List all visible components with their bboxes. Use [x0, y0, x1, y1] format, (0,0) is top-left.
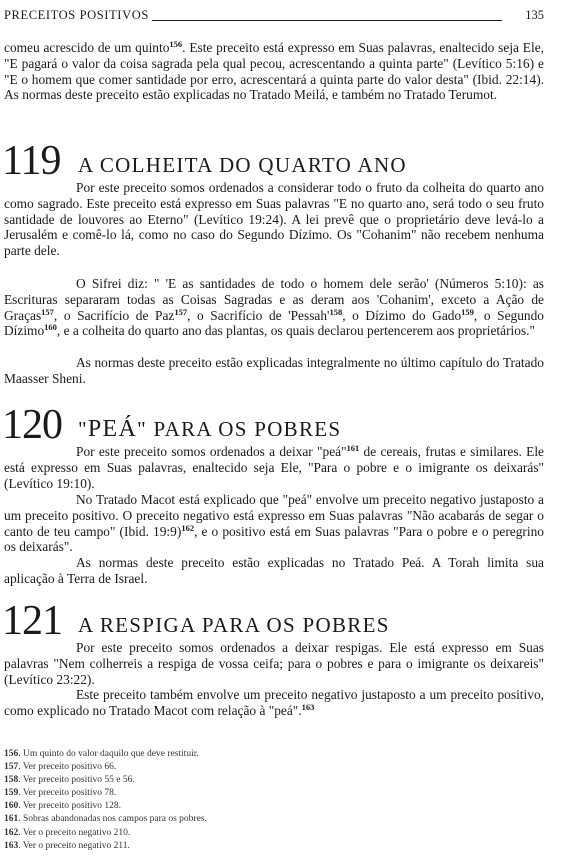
section-heading-120: [2, 404, 542, 446]
paragraph: O Sifrei diz: " 'E as santidades de todo o homem dele serão' (Números 5:10): as Escrituras separaram todas as Coisas Sagradas e as deram aos 'Cohanim', exceto a Ação de Graças$^{157}$, o Sacrifício de Paz$^{157}$, o Sacrifício de 'Pessah'$^{158}$, o Dízimo do Gado$^{159}$, o Segundo Dízimo$^{160}$, e a colheita do quarto ano das plantas, os quais declarou pertencerem aos proprietários.": [4, 276, 544, 339]
footnote-ref[interactable]: 161: [346, 443, 360, 453]
footnote-ref[interactable]: 156: [169, 39, 183, 49]
paragraph: No Tratado Macot está explicado que "peá" envolve um preceito negativo justaposto a um preceito positivo. O preceito negativo está expresso em Suas palavras "Não acabarás de segar o canto de teu campo" (Ibid. 19:9)$^{162}$, e o positivo está em Suas palavras "Para o pobre e o peregrino os deixarás".: [4, 492, 544, 555]
section-number: 121: [2, 598, 62, 644]
footnote-ref[interactable]: 162: [181, 522, 195, 533]
footnote-ref[interactable]: 159: [461, 306, 474, 317]
section-title: A COLHEITA DO QUARTO ANO: [78, 153, 407, 177]
section-title: "PEÁ" PARA OS POBRES: [78, 416, 342, 442]
footnote: 160. Ver preceito positivo 128.: [4, 801, 121, 812]
footnote-ref[interactable]: 163: [301, 701, 315, 712]
paragraph: As normas deste preceito estão explicadas no Tratado Peá. A Torah limita sua aplicação à Terra de Israel.: [4, 555, 544, 586]
header-rule: [152, 20, 502, 21]
running-title: PRECEITOS POSITIVOS: [4, 8, 149, 22]
footnote: 156. Um quinto do valor daquilo que deve restituir.: [4, 749, 199, 759]
intro-paragraph: comeu acrescido de um quinto$^{156}$. Este preceito está expresso em Suas palavras, enaltecido seja Ele, "E pagará o valor da coisa sagrada pela qual pecou, acrescentando a quinta parte" (Levítico 5:16) e "E o homem que comer santidade por erro, acrescentará a quinta parte do valor desta" (Ibid. 22:14). As normas deste preceito estão explicadas no Tratado Meilá, e também no Tratado Terumot.: [4, 39, 544, 103]
section-title: A RESPIGA PARA OS POBRES: [78, 613, 390, 637]
page-number: 135: [525, 8, 544, 22]
footnote: 159. Ver preceito positivo 78.: [4, 788, 117, 799]
footnote-ref[interactable]: 157: [41, 306, 54, 317]
footnote: 163. Ver o preceito negativo 211.: [4, 840, 130, 851]
paragraph: Por este preceito somos ordenados a considerar todo o fruto da colheita do quarto ano como sagrado. Este preceito está expresso em Suas palavras "E no quarto ano, será todo o seu fruto santidade de louvores ao Eterno" (Levítico 19:24). A lei prevê que o proprietário deve levá-lo a Jerusalém e comê-lo lá, como no caso do Segundo Dízimo. Os "Cohanim" não recebem nenhuma parte dele.: [4, 180, 544, 259]
section-number: 120: [2, 402, 62, 448]
paragraph: Por este preceito somos ordenados a deixar "peá"$^{161}$ de cereais, frutas e similares. Ele está expresso em Suas palavras, enaltecido seja Ele, "Para o pobre e o imigrante os deixarás" (Levítico 19:10).: [4, 443, 544, 491]
paragraph: Este preceito também envolve um preceito negativo justaposto a um preceito positivo, como explicado no Tratado Macot com relação à "peá".$^{163}$: [4, 687, 544, 718]
footnote: 162. Ver o preceito negativo 210.: [4, 827, 131, 838]
footnote-ref[interactable]: 157: [174, 306, 188, 317]
footnote: 157. Ver preceito positivo 66.: [4, 762, 117, 773]
paragraph: As normas deste preceito estão explicadas integralmente no último capítulo do Tratado Maasser Sheni.: [4, 355, 544, 386]
paragraph: Por este preceito somos ordenados a deixar respigas. Ele está expresso em Suas palavras "Nem colherreis a respiga de vossa ceifa; para o pobres e para o imigrante os deixareis" (Levítico 23:22).: [4, 640, 544, 687]
footnote: 158. Ver preceito positivo 55 e 56.: [4, 775, 135, 786]
footnotes: [4, 748, 544, 853]
footnote: 161. Sobras abandonadas nos campos para os pobres.: [4, 814, 207, 825]
section-heading-121: [2, 600, 542, 642]
footnote-ref[interactable]: 160: [44, 322, 57, 333]
footnote-ref[interactable]: 158: [329, 306, 343, 317]
section-number: 119: [2, 138, 61, 184]
section-heading-119: [2, 140, 542, 182]
running-header: [4, 8, 544, 26]
